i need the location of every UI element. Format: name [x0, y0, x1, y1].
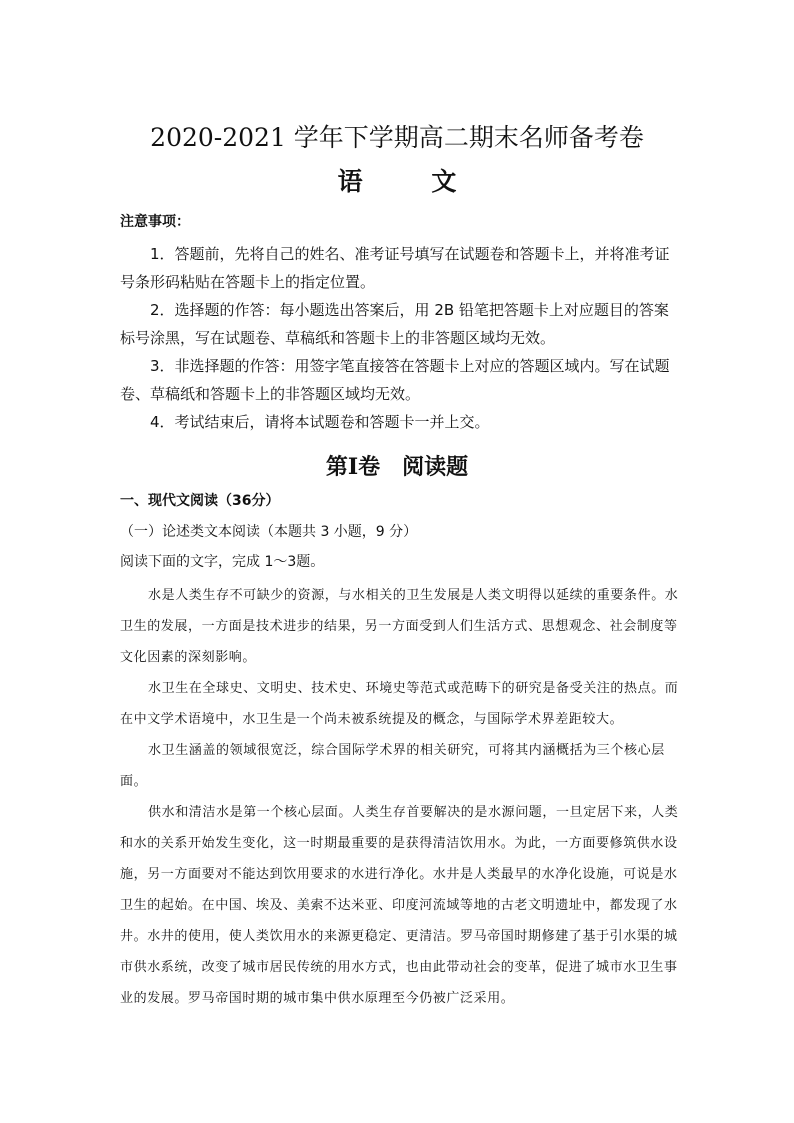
sub-heading: （一）论述类文本阅读（本题共 3 小题，9 分） [120, 524, 418, 540]
passage-paragraph: 水卫生涵盖的领域很宽泛，综合国际学术界的相关研究，可将其内涵概括为三个核心层面。 [120, 743, 665, 789]
notice-item: 1．答题前，先将自己的姓名、准考证号填写在试题卷和答题卡上，并将准考证号条形码粘贴在答题卡上的指定位置。 [120, 245, 670, 291]
notice-list [120, 240, 680, 436]
notice-item: 2．选择题的作答：每小题选出答案后，用 2B 铅笔把答题卡上对应题目的答案标号涂黑，写在试题卷、草稿纸和答题卡上的非答题区域均无效。 [120, 301, 669, 347]
notice-heading: 注意事项： [120, 214, 190, 230]
part-heading: 一、现代文阅读（36分） [120, 493, 280, 509]
subject-title: 语 文 [337, 167, 487, 196]
notice-item: 3．非选择题的作答：用签字笔直接答在答题卡上对应的答题区域内。写在试题卷、草稿纸和答题卡上的非答题区域均无效。 [120, 357, 670, 403]
exam-title: 2020-2021 学年下学期高二期末名师备考卷 [150, 123, 644, 152]
passage-paragraph: 水卫生在全球史、文明史、技术史、环境史等范式或范畴下的研究是备受关注的热点。而在中文学术语境中，水卫生是一个尚未被系统提及的概念，与国际学术界差距较大。 [120, 681, 679, 727]
notice-item: 4．考试结束后，请将本试题卷和答题卡一并上交。 [150, 413, 490, 431]
passage-paragraph: 水是人类生存不可缺少的资源，与水相关的卫生发展是人类文明得以延续的重要条件。水卫生的发展，一方面是技术进步的结果，另一方面受到人们生活方式、思想观念、社会制度等文化因素的深刻影响。 [120, 588, 679, 665]
passage-paragraph: 供水和清洁水是第一个核心层面。人类生存首要解决的是水源问题，一旦定居下来，人类和水的关系开始发生变化，这一时期最重要的是获得清洁饮用水。为此，一方面要修筑供水设施，另一方面要对不能达到饮用要求的水进行净化。水井是人类最早的水净化设施，可说是水卫生的起始。在中国、埃及、美索不达米亚、印度河流域等地的古老文明遗址中，都发现了水井。水井的使用，使人类饮用水的来源更稳定、更清洁。罗马帝国时期修建了基于引水渠的城市供水系统，改变了城市居民传统的用水方式，也由此带动社会的变革，促进了城市水卫生事业的发展。罗马帝国时期的城市集中供水原理至今仍被广泛采用。 [120, 805, 679, 1006]
reading-instruction: 阅读下面的文字，完成 1～3题。 [120, 554, 325, 570]
reading-passage [120, 580, 680, 1014]
section-title: 第Ⅰ卷 阅读题 [325, 454, 469, 480]
